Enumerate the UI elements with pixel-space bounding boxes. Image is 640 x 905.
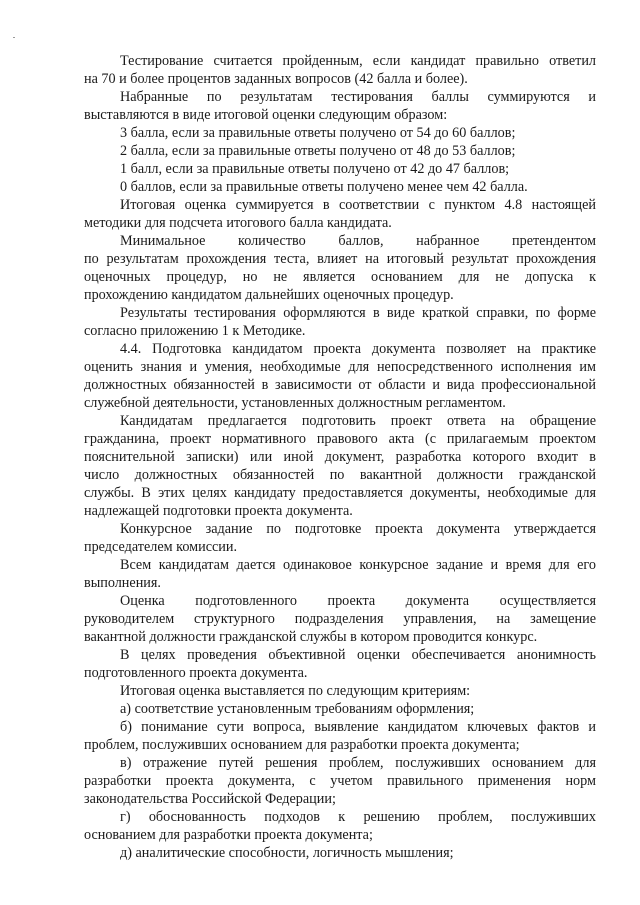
document-line: Тестирование считается пройденным, если кандидат правильно ответил	[120, 53, 596, 69]
document-line: б) понимание сути вопроса, выявление кандидатом ключевых фактов и	[120, 719, 596, 735]
document-line: оценить знания и умения, необходимые для непосредственного исполнения им	[84, 359, 596, 375]
document-line: методики для подсчета итогового балла кандидата.	[84, 215, 392, 231]
document-line: 1 балл, если за правильные ответы получено от 42 до 47 баллов;	[120, 161, 510, 177]
document-line: разработки проекта документа, с учетом правильного применения норм	[84, 773, 596, 789]
document-body	[84, 52, 596, 862]
document-line: пояснительной записки) или иной документ, разработка которого входит в	[84, 449, 596, 465]
document-line: в) отражение путей решения проблем, послуживших основанием для	[120, 755, 596, 771]
document-line: г) обоснованность подходов к решению проблем, послуживших	[120, 809, 596, 825]
document-line: председателем комиссии.	[84, 539, 238, 555]
document-line: руководителем структурного подразделения управления, на замещение	[84, 611, 596, 627]
document-line: вакантной должности гражданской службы в котором проводится конкурс.	[84, 629, 538, 645]
document-line: В целях проведения объективной оценки обеспечивается анонимность	[120, 647, 596, 663]
document-line: Оценка подготовленного проекта документа осуществляется	[120, 593, 596, 609]
document-line: 4.4. Подготовка кандидатом проекта документа позволяет на практике	[120, 341, 596, 357]
document-line: Конкурсное задание по подготовке проекта документа утверждается	[120, 521, 596, 537]
document-line: законодательства Российской Федерации;	[84, 791, 336, 807]
document-line: число должностных обязанностей по вакантной должности гражданской	[84, 467, 596, 483]
document-line: проблем, послуживших основанием для разработки проекта документа;	[84, 737, 520, 753]
document-line: выполнения.	[84, 575, 161, 591]
document-line: основанием для разработки проекта документа;	[84, 827, 373, 843]
scan-speck	[13, 37, 15, 38]
document-line: надлежащей подготовки проекта документа.	[84, 503, 353, 519]
document-line: 0 баллов, если за правильные ответы получено менее чем 42 балла.	[120, 179, 528, 195]
document-line: выставляются в виде итоговой оценки следующим образом:	[84, 107, 448, 123]
document-line: Набранные по результатам тестирования баллы суммируются и	[120, 89, 596, 105]
document-line: д) аналитические способности, логичность мышления;	[120, 845, 454, 861]
document-line: Кандидатам предлагается подготовить проект ответа на обращение	[120, 413, 596, 429]
document-line: Всем кандидатам дается одинаковое конкурсное задание и время для его	[120, 557, 596, 573]
document-line: 2 балла, если за правильные ответы получено от 48 до 53 баллов;	[120, 143, 516, 159]
document-line: прохождению кандидатом дальнейших оценочных процедур.	[84, 287, 454, 303]
document-line: 3 балла, если за правильные ответы получено от 54 до 60 баллов;	[120, 125, 516, 141]
document-line: оценочных процедур, но не является основанием для не допуска к	[84, 269, 596, 285]
document-line: на 70 и более процентов заданных вопросов (42 балла и более).	[84, 71, 468, 87]
document-line: служебной деятельности, установленных должностным регламентом.	[84, 395, 506, 411]
document-line: Итоговая оценка выставляется по следующим критериям:	[120, 683, 471, 699]
document-line: Минимальное количество баллов, набранное претендентом	[120, 233, 596, 249]
document-line: по результатам прохождения теста, влияет на итоговый результат прохождения	[84, 251, 596, 267]
document-line: согласно приложению 1 к Методике.	[84, 323, 306, 339]
document-line: Результаты тестирования оформляются в виде краткой справки, по форме	[120, 305, 596, 321]
document-line: гражданина, проект нормативного правового акта (с прилагаемым проектом	[84, 431, 596, 447]
document-line: подготовленного проекта документа.	[84, 665, 308, 681]
document-line: службы. В этих целях кандидату предоставляется документы, необходимые для	[84, 485, 596, 501]
document-line: должностных обязанностей в зависимости от области и вида профессиональной	[84, 377, 596, 393]
document-line: Итоговая оценка суммируется в соответствии с пунктом 4.8 настоящей	[120, 197, 596, 213]
document-line: а) соответствие установленным требованиям оформления;	[120, 701, 475, 717]
